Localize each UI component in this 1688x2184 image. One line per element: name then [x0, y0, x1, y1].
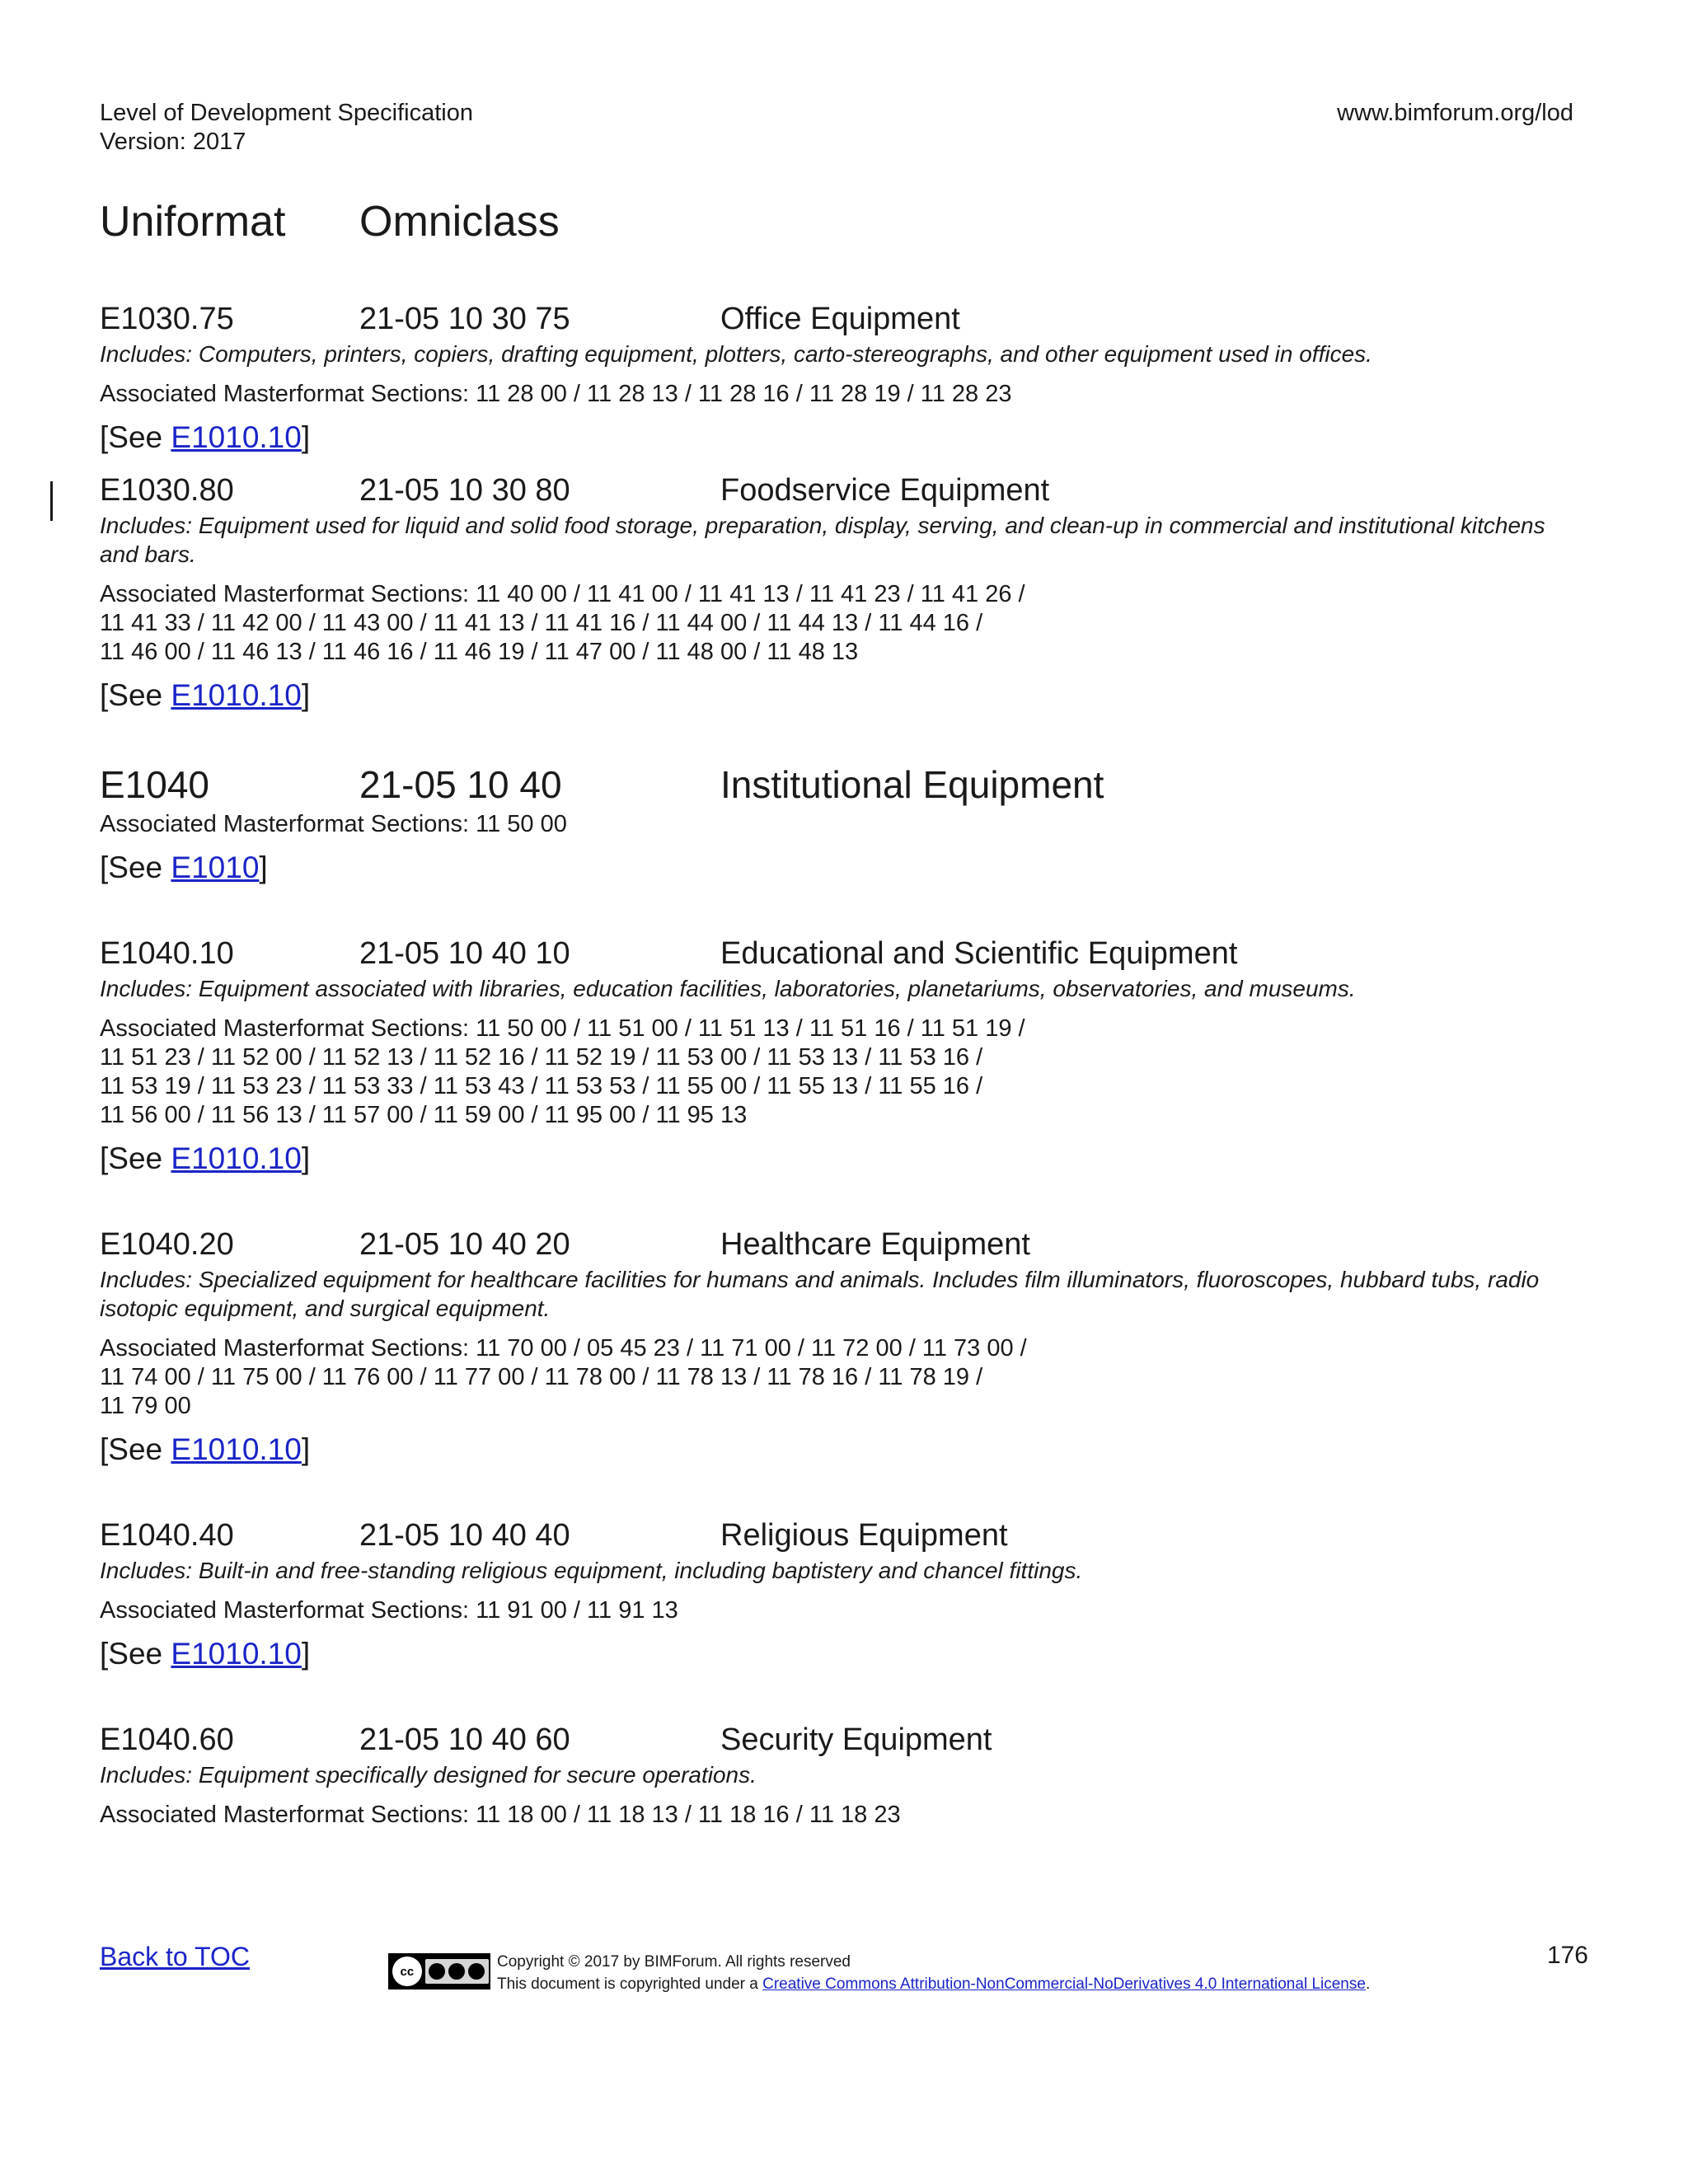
- revision-change-bar: [50, 481, 53, 521]
- entry-includes: Includes: Equipment specifically designed for secure operations.: [100, 1762, 757, 1788]
- omniclass-code: 21-05 10 30 80: [359, 473, 570, 508]
- omniclass-code: 21-05 10 40 40: [359, 1518, 570, 1553]
- entry-title: Healthcare Equipment: [720, 1227, 1030, 1262]
- column-title-omniclass: Omniclass: [359, 198, 560, 246]
- entry-e1040: [100, 759, 1575, 887]
- doc-version: Version: 2017: [100, 129, 246, 155]
- entry-heading: [100, 468, 1575, 513]
- masterformat-sections: Associated Masterformat Sections: 11 70 00 / 05 45 23 / 11 71 00 / 11 72 00 / 11 73 00 / 11 74 00 / 11 75 00 / 11 76 00 / 11 77 00 / 11 78 00 / 11 78 13 / 11 78 16 / 11 78 19 / 11 79 00: [100, 1335, 1027, 1419]
- see-prefix: [See: [100, 1141, 171, 1175]
- see-reference: [100, 419, 1575, 457]
- see-reference: [100, 849, 1575, 887]
- omniclass-code: 21-05 10 40 60: [359, 1722, 570, 1757]
- by-nc-nd-icon: [425, 1959, 489, 1984]
- entry-title: Educational and Scientific Equipment: [720, 936, 1238, 971]
- omniclass-code: 21-05 10 40 10: [359, 936, 570, 971]
- masterformat-sections: Associated Masterformat Sections: 11 50 00: [100, 811, 567, 837]
- see-reference: [100, 1140, 1575, 1178]
- entry-includes: Includes: Equipment used for liquid and solid food storage, preparation, display, serving, and clean-up in commercial and institutional kitchens and bars.: [100, 513, 1545, 567]
- license-prefix: This document is copyrighted under a: [497, 1975, 763, 1993]
- copyright-line: Copyright © 2017 by BIMForum. All rights reserved: [497, 1953, 851, 1971]
- entry-heading: [100, 1222, 1575, 1267]
- see-prefix: [See: [100, 1432, 171, 1466]
- entry-includes: Includes: Equipment associated with libraries, education facilities, laboratories, planetariums, observatories, and museums.: [100, 976, 1356, 1001]
- masterformat-sections: Associated Masterformat Sections: 11 91 00 / 11 91 13: [100, 1597, 678, 1624]
- see-link[interactable]: E1010: [171, 851, 260, 884]
- see-suffix: ]: [259, 851, 268, 884]
- copyright-notice: [497, 1951, 1370, 1995]
- see-prefix: [See: [100, 420, 171, 454]
- entry-title: Office Equipment: [720, 302, 960, 336]
- entry-heading: [100, 297, 1575, 341]
- uniformat-code: E1040.40: [100, 1518, 234, 1553]
- uniformat-code: E1040: [100, 763, 210, 806]
- entry-title: Religious Equipment: [720, 1518, 1008, 1553]
- omniclass-code: 21-05 10 40 20: [359, 1227, 570, 1262]
- entry-e1040-60: [100, 1718, 1575, 1830]
- see-suffix: ]: [301, 678, 311, 712]
- license-line: [497, 1973, 1370, 1995]
- entry-title: Institutional Equipment: [720, 763, 1104, 806]
- omniclass-code: 21-05 10 30 75: [359, 302, 570, 336]
- entry-includes: Includes: Specialized equipment for healthcare facilities for humans and animals. Includes film illuminators, fluoroscopes, hubbard tubs, radio isotopic equipment, and surgical equipment.: [100, 1267, 1540, 1321]
- see-suffix: ]: [301, 420, 311, 454]
- see-link[interactable]: E1010.10: [171, 1432, 302, 1466]
- entry-heading: [100, 759, 1575, 810]
- omniclass-code: 21-05 10 40: [359, 763, 562, 806]
- see-link[interactable]: E1010.10: [171, 1141, 302, 1175]
- cc-logo-icon: cc: [392, 1957, 422, 1986]
- masterformat-sections: Associated Masterformat Sections: 11 28 00 / 11 28 13 / 11 28 16 / 11 28 19 / 11 28 23: [100, 381, 1012, 407]
- uniformat-code: E1030.80: [100, 473, 234, 508]
- see-suffix: ]: [301, 1141, 311, 1175]
- entry-heading: [100, 931, 1575, 976]
- header-url: www.bimforum.org/lod: [1337, 100, 1573, 126]
- entry-list: [100, 297, 1575, 1830]
- uniformat-code: E1040.10: [100, 936, 234, 971]
- entry-includes: Includes: Computers, printers, copiers, drafting equipment, plotters, carto-stereographs, and other equipment used in offices.: [100, 341, 1372, 367]
- doc-title: Level of Development Specification: [100, 100, 473, 126]
- license-suffix: .: [1365, 1975, 1371, 1993]
- entry-e1040-10: [100, 931, 1575, 1178]
- see-prefix: [See: [100, 1637, 171, 1671]
- entry-heading: [100, 1513, 1575, 1558]
- entry-e1040-20: [100, 1222, 1575, 1469]
- see-reference: [100, 1431, 1575, 1469]
- see-suffix: ]: [301, 1432, 311, 1466]
- back-to-toc-link[interactable]: Back to TOC: [100, 1942, 250, 1971]
- masterformat-sections: Associated Masterformat Sections: 11 18 00 / 11 18 13 / 11 18 16 / 11 18 23: [100, 1802, 901, 1828]
- entry-e1030-80: [100, 468, 1575, 715]
- masterformat-sections: Associated Masterformat Sections: 11 40 00 / 11 41 00 / 11 41 13 / 11 41 23 / 11 41 26 / 11 41 33 / 11 42 00 / 11 43 00 / 11 41 13 / 11 41 16 / 11 44 00 / 11 44 13 / 11 44 16 / 11 46 00 / 11 46 13 / 11 46 16 / 11 46 19 / 11 47 00 / 11 48 00 / 11 48 13: [100, 581, 1025, 665]
- entry-e1030-75: [100, 297, 1575, 457]
- see-link[interactable]: E1010.10: [171, 420, 302, 454]
- see-reference: [100, 677, 1575, 715]
- cc-license-badge-icon: [388, 1953, 490, 1990]
- entry-e1040-40: [100, 1513, 1575, 1673]
- uniformat-code: E1040.60: [100, 1722, 234, 1757]
- masterformat-sections: Associated Masterformat Sections: 11 50 00 / 11 51 00 / 11 51 13 / 11 51 16 / 11 51 19 / 11 51 23 / 11 52 00 / 11 52 13 / 11 52 16 / 11 52 19 / 11 53 00 / 11 53 13 / 11 53 16 / 11 53 19 / 11 53 23 / 11 53 33 / 11 53 43 / 11 53 53 / 11 55 00 / 11 55 13 / 11 55 16 / 11 56 00 / 11 56 13 / 11 57 00 / 11 59 00 / 11 95 00 / 11 95 13: [100, 1015, 1025, 1128]
- entry-includes: Includes: Built-in and free-standing religious equipment, including baptistery and chancel fittings.: [100, 1558, 1083, 1583]
- uniformat-code: E1030.75: [100, 302, 234, 336]
- entry-title: Security Equipment: [720, 1722, 992, 1757]
- license-link[interactable]: Creative Commons Attribution-NonCommercial-NoDerivatives 4.0 International License: [762, 1975, 1366, 1993]
- see-reference: [100, 1635, 1575, 1673]
- see-link[interactable]: E1010.10: [171, 1637, 302, 1671]
- see-link[interactable]: E1010.10: [171, 678, 302, 712]
- uniformat-code: E1040.20: [100, 1227, 234, 1262]
- header-left: [100, 99, 473, 157]
- see-suffix: ]: [301, 1637, 311, 1671]
- entry-heading: [100, 1718, 1575, 1762]
- page-number: 176: [1546, 1942, 1588, 1969]
- see-prefix: [See: [100, 678, 171, 712]
- entry-title: Foodservice Equipment: [720, 473, 1050, 508]
- column-title-uniformat: Uniformat: [100, 198, 286, 246]
- see-prefix: [See: [100, 851, 171, 884]
